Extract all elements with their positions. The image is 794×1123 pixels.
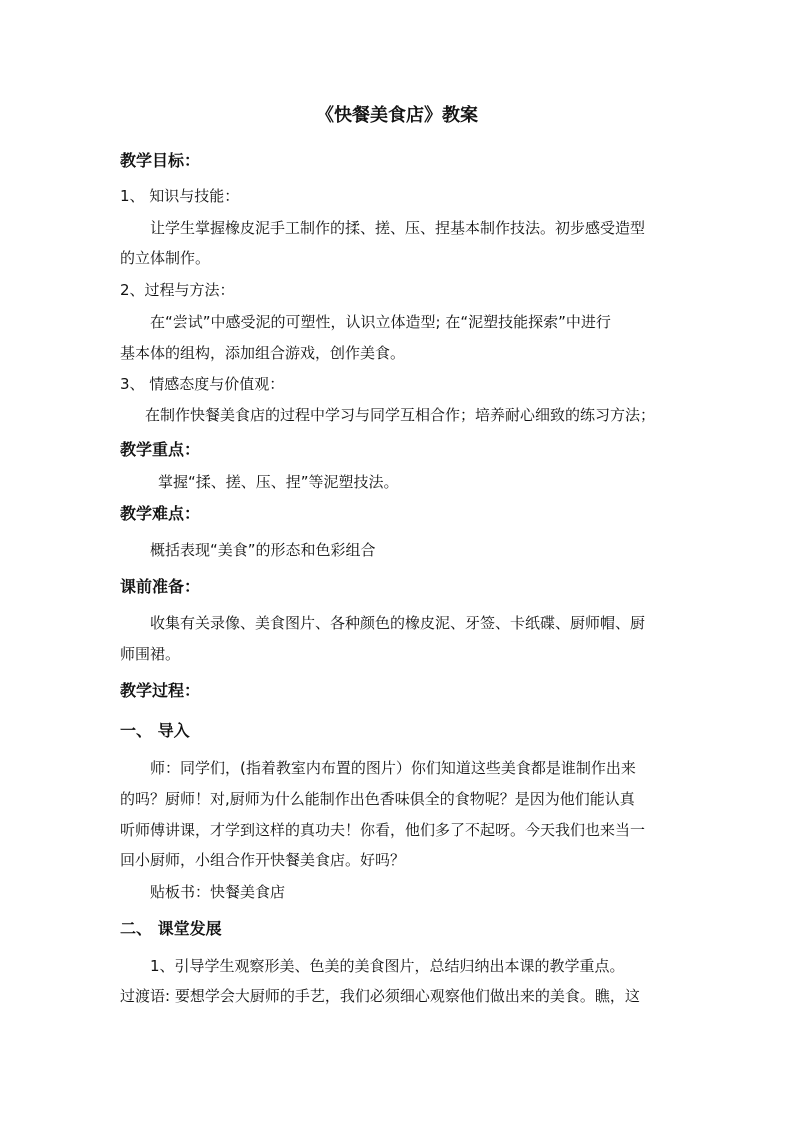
intro-text-line-4: 回小厨师，小组合作开快餐美食店。好吗？	[120, 851, 406, 869]
process-method-text-line-1: 在“尝试”中感受泥的可塑性，认识立体造型; 在“泥塑技能探索”中进行	[150, 313, 611, 331]
preparation-heading: 课前准备：	[120, 577, 201, 596]
process-method-label: 2、过程与方法：	[120, 281, 235, 299]
develop-heading: 二、 课堂发展	[120, 919, 222, 938]
board-text: 贴板书：快餐美食店	[150, 883, 286, 901]
knowledge-text-line-1: 让学生掌握橡皮泥手工制作的揉、搓、压、捏基本制作技法。初步感受造型	[150, 219, 646, 237]
process-method-text-line-2: 基本体的组构，添加组合游戏，创作美食。	[120, 344, 406, 362]
process-heading: 教学过程：	[120, 681, 201, 700]
key-points-heading: 教学重点：	[120, 440, 201, 459]
difficulties-heading: 教学难点：	[120, 504, 201, 523]
attitude-text: 在制作快餐美食店的过程中学习与同学互相合作；培养耐心细致的练习方法；	[145, 406, 656, 424]
intro-text-line-2: 的吗？厨师！对,厨师为什么能制作出色香味俱全的食物呢？是因为他们能认真	[120, 790, 635, 808]
knowledge-label: 1、 知识与技能：	[120, 187, 240, 205]
document-title: 《快餐美食店》教案	[316, 105, 478, 126]
key-points-text: 掌握“揉、搓、压、捏”等泥塑技法。	[158, 473, 399, 491]
develop-text-line-1: 1、引导学生观察形美、色美的美食图片，总结归纳出本课的教学重点。	[150, 957, 625, 975]
preparation-text-line-2: 师围裙。	[120, 645, 181, 663]
intro-text-line-1: 师：同学们，(指着教室内布置的图片）你们知道这些美食都是谁制作出来	[150, 759, 636, 777]
knowledge-text-line-2: 的立体制作。	[120, 249, 211, 267]
intro-text-line-3: 听师傅讲课，才学到这样的真功夫！你看，他们多了不起呀。今天我们也来当一	[120, 821, 646, 839]
preparation-text-line-1: 收集有关录像、美食图片、各种颜色的橡皮泥、牙签、卡纸碟、厨师帽、厨	[150, 614, 646, 632]
intro-heading: 一、 导入	[120, 721, 190, 740]
difficulties-text: 概括表现“美食”的形态和色彩组合	[150, 541, 376, 559]
objectives-heading: 教学目标：	[120, 151, 201, 170]
attitude-label: 3、 情感态度与价值观：	[120, 375, 285, 393]
develop-text-line-2: 过渡语: 要想学会大厨师的手艺，我们必须细心观察他们做出来的美食。瞧，这	[120, 987, 640, 1005]
